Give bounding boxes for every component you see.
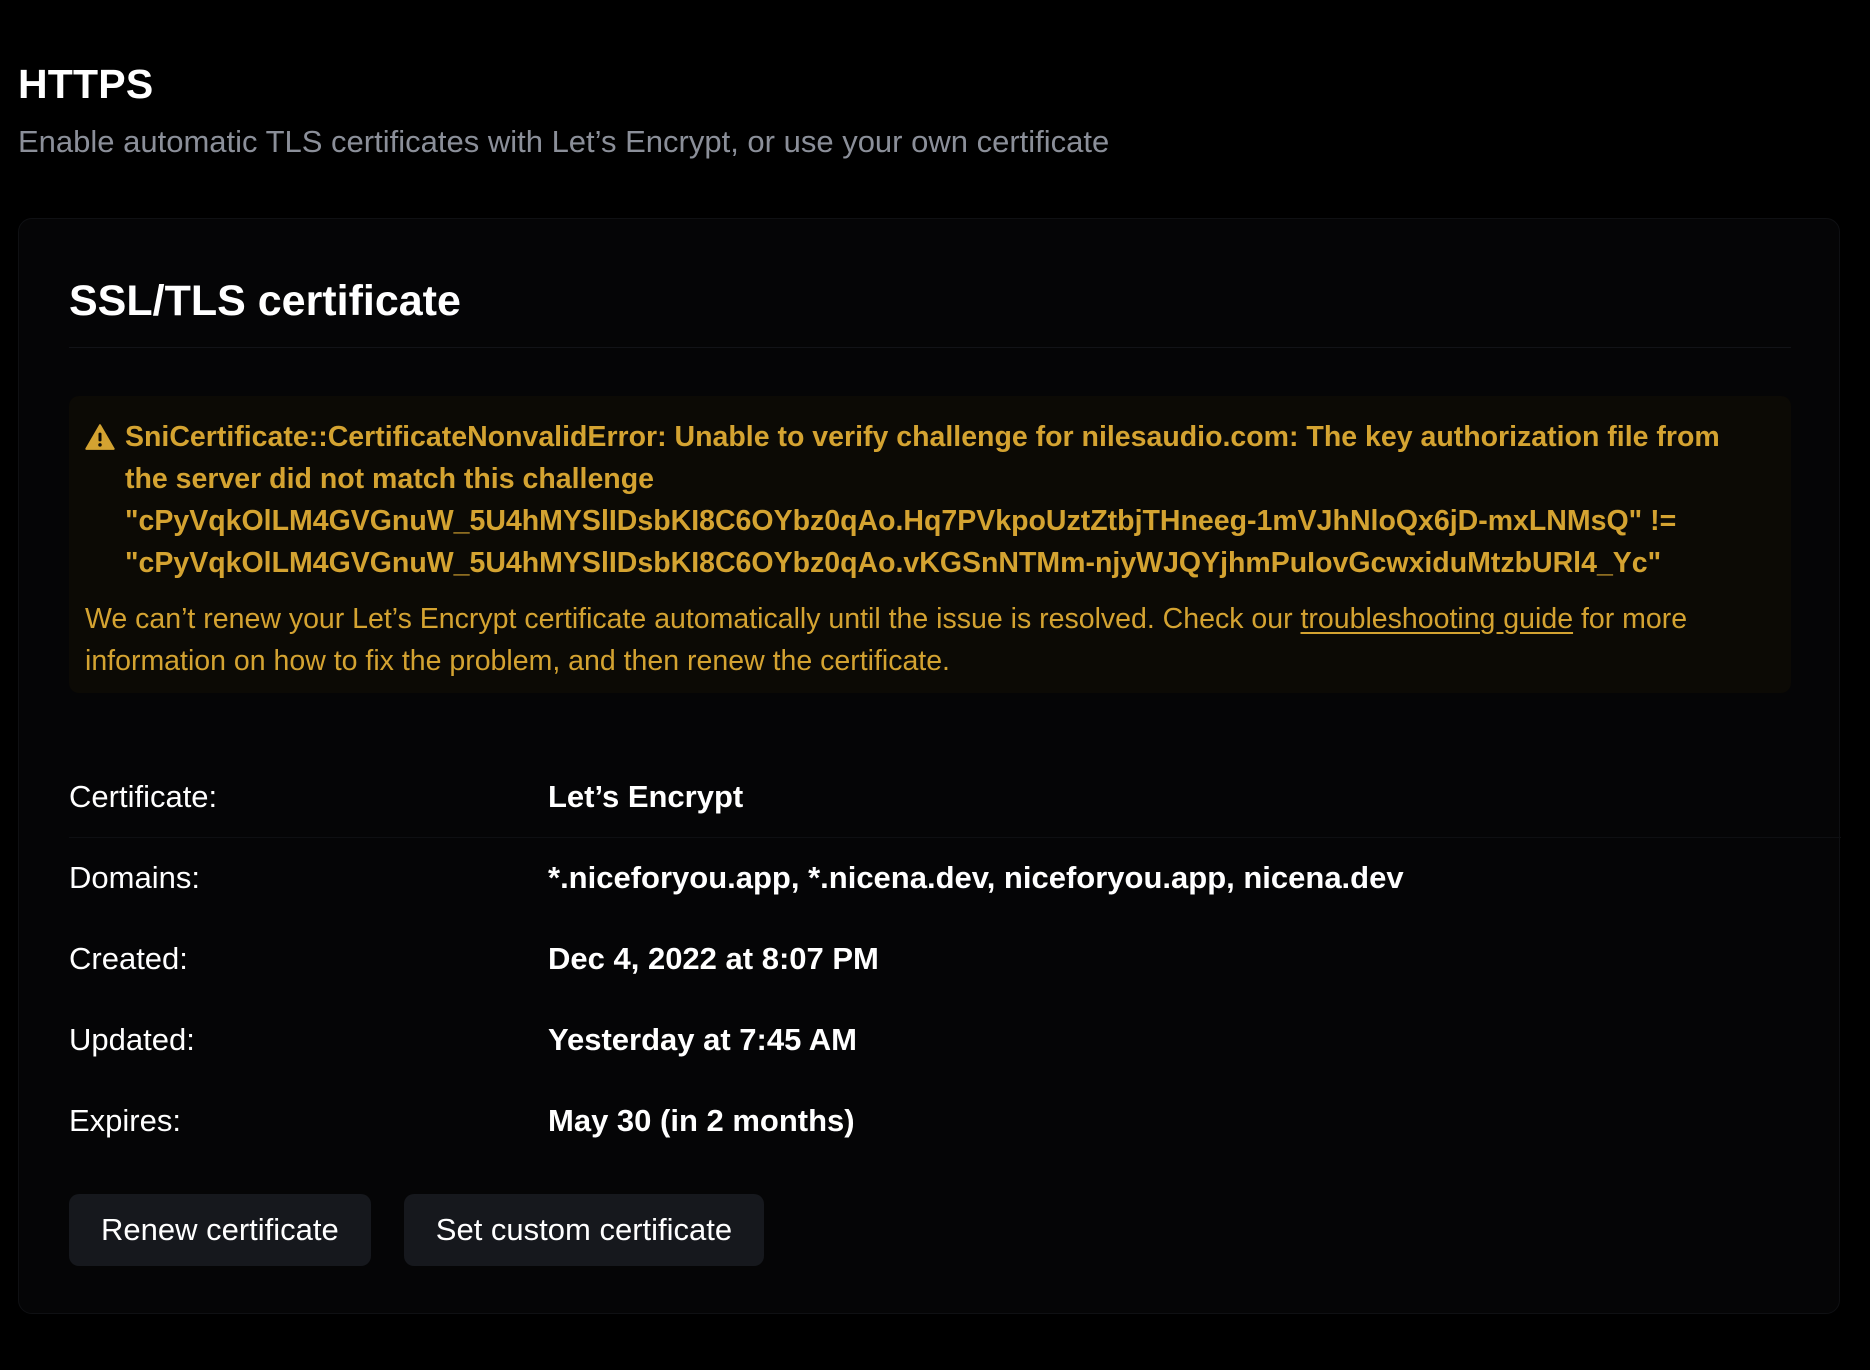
detail-value: *.niceforyou.app, *.nicena.dev, niceforyou.app, nicena.dev	[548, 860, 1404, 895]
alert-error-line: "cPyVqkOlLM4GVGnuW_5U4hMYSlIDsbKI8C6OYbz0qAo.vKGSnNTMm-njyWJQYjhmPuIovGcwxiduMtzbURl4_Yc"	[125, 547, 1662, 579]
alert-body-text: for more information on how to fix the problem, and then renew the certificate.	[85, 603, 1688, 677]
page-header	[18, 58, 1838, 162]
detail-label: Expires:	[69, 1103, 181, 1138]
detail-label: Created:	[69, 941, 188, 976]
warning-icon	[85, 422, 115, 452]
certificate-details	[69, 757, 1841, 1162]
detail-label: Updated:	[69, 1022, 195, 1057]
detail-label: Certificate:	[69, 779, 218, 814]
alert-header	[85, 416, 1775, 584]
troubleshooting-guide-link[interactable]: troubleshooting guide	[1300, 603, 1574, 635]
alert-error-message	[125, 416, 1720, 584]
detail-value: Let’s Encrypt	[548, 779, 744, 814]
detail-row-certificate	[69, 757, 1841, 838]
detail-value: Yesterday at 7:45 AM	[548, 1022, 858, 1057]
detail-label: Domains:	[69, 860, 200, 895]
alert-body	[85, 598, 1775, 682]
set-custom-certificate-button[interactable]: Set custom certificate	[404, 1194, 764, 1266]
certificate-actions	[69, 1194, 764, 1266]
page-subtitle: Enable automatic TLS certificates with Let’s Encrypt, or use your own certificate	[18, 124, 1110, 159]
detail-row-updated	[69, 1000, 1841, 1081]
page-title: HTTPS	[18, 61, 154, 107]
detail-value: May 30 (in 2 months)	[548, 1103, 855, 1138]
card-title: SSL/TLS certificate	[69, 277, 461, 325]
alert-body-text: We can’t renew your Let’s Encrypt certificate automatically until the issue is resolved. Check our	[85, 603, 1301, 635]
certificate-warning-alert	[69, 396, 1791, 693]
detail-row-expires	[69, 1081, 1841, 1162]
detail-value: Dec 4, 2022 at 8:07 PM	[548, 941, 879, 976]
alert-error-line: "cPyVqkOlLM4GVGnuW_5U4hMYSlIDsbKI8C6OYbz0qAo.Hq7PVkpoUztZtbjTHneeg-1mVJhNloQx6jD-mxLNMsQ" !=	[125, 505, 1677, 537]
detail-row-created	[69, 919, 1841, 1000]
alert-error-line: the server did not match this challenge	[125, 463, 654, 495]
ssl-certificate-card	[18, 218, 1840, 1314]
alert-error-line: SniCertificate::CertificateNonvalidError: Unable to verify challenge for nilesaudio.com: The key authorization file from	[125, 421, 1720, 453]
detail-row-domains	[69, 838, 1841, 919]
renew-certificate-button[interactable]: Renew certificate	[69, 1194, 371, 1266]
card-divider	[69, 347, 1791, 348]
